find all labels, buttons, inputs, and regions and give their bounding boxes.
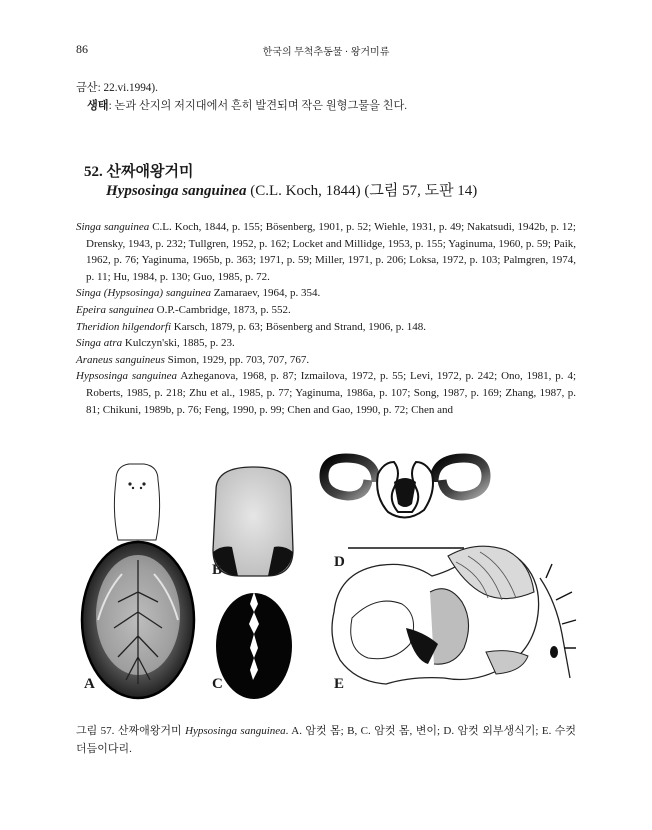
synonym-name: Singa (Hypsosinga) sanguinea: [76, 287, 212, 300]
synonym-entry: [76, 335, 576, 352]
caption-label: 그림 57. 산짜애왕거미: [76, 725, 186, 737]
panel-label-e: E: [334, 676, 345, 692]
panel-label-c: C: [212, 676, 223, 692]
synonym-entry: [76, 285, 576, 302]
species-scientific-name: Hypsosinga sanguinea: [106, 183, 247, 199]
ecology-label: 생태: [87, 100, 109, 112]
panel-d-epigynum: [324, 458, 486, 548]
panel-label-a: A: [84, 676, 95, 692]
caption-scientific-name: Hypsosinga sanguinea: [185, 725, 286, 737]
synonym-name: Araneus sanguineus: [76, 353, 165, 366]
species-heading-scientific: [106, 179, 477, 200]
synonym-list: [76, 219, 576, 418]
synonym-entry: [76, 319, 576, 336]
synonym-entry: [76, 302, 576, 319]
synonym-refs: Azheganova, 1968, p. 87; Izmailova, 1972, p. 55; Levi, 1972, p. 242; Ono, 1981, p. 4; Roberts, 1985, p. 218; Zhu et al., 1985, p. 77; Yaginuma, 1986a, p. 107; Song, 1987, p. 169; Zhang, 1987, p. 81; Chikuni, 1989b, p. 76; Feng, 1990, p. 99; Chen and Gao, 1990, p. 72; Chen and: [86, 370, 576, 416]
running-head: 한국의 무척추동물 · 왕거미류: [262, 47, 390, 58]
species-heading-korean: 52. 산짜애왕거미: [84, 164, 194, 180]
synonym-name: Theridion hilgendorfi: [76, 320, 172, 333]
synonym-refs: Simon, 1929, pp. 703, 707, 767.: [164, 353, 310, 366]
figure-drawings: [76, 452, 578, 700]
panel-label-d: D: [334, 554, 345, 570]
synonym-name: Singa sanguinea: [76, 221, 150, 233]
species-authority: (C.L. Koch, 1844) (그림 57, 도판 14): [246, 183, 478, 199]
caption-text: . A. 암컷 몸; B, C. 암컷 몸, 변이; D. 암컷 외부생식기; E. 수컷 더듬이다리.: [76, 725, 577, 755]
synonym-name: Singa atra: [76, 337, 123, 350]
ecology-paragraph: [87, 97, 407, 113]
ecology-text: : 논과 산지의 저지대에서 흔히 발견되며 작은 원형그물을 친다.: [108, 100, 408, 112]
panel-b-body-variation: [213, 467, 293, 576]
previous-text-line: 금산: 22.vi.1994).: [76, 82, 158, 94]
synonym-refs: Zamaraev, 1964, p. 354.: [211, 287, 321, 300]
figure-57: [76, 452, 578, 700]
synonym-refs: Kulczyn'ski, 1885, p. 23.: [122, 337, 235, 350]
synonym-name: Epeira sanguinea: [76, 303, 154, 316]
synonym-refs: Karsch, 1879, p. 63; Bösenberg and Strand, 1906, p. 148.: [171, 320, 426, 333]
panel-a-female-body: [82, 464, 194, 698]
panel-label-b: B: [212, 562, 223, 578]
synonym-entry: [76, 352, 576, 369]
synonym-refs: O.P.-Cambridge, 1873, p. 552.: [153, 303, 291, 316]
page-number: 86: [76, 42, 88, 56]
figure-caption: [76, 722, 576, 758]
panel-e-male-palp: [332, 546, 576, 684]
synonym-entry: [76, 368, 576, 418]
synonym-entry: [76, 219, 576, 285]
panel-c-body-variation: [216, 592, 292, 699]
synonym-name: Hypsosinga sanguinea: [76, 370, 178, 383]
synonym-refs: C.L. Koch, 1844, p. 155; Bösenberg, 1901, p. 52; Wiehle, 1931, p. 49; Nakatsudi, 1942b, p. 12; Drensky, 1943, p. 232; Tullgren, 1952, p. 162; Locket and Millidge, 1953, p. 155; Yaginuma, 1960, p. 59; Paik, 1962, p. 76; Yaginuma, 1965b, p. 363; 1971, p. 59; Miller, 1971, p. 206; Loksa, 1972, p. 103; Palmgren, 1974, p. 11; Hu, 1984, p. 130; Guo, 1985, p. 72.: [86, 221, 576, 283]
